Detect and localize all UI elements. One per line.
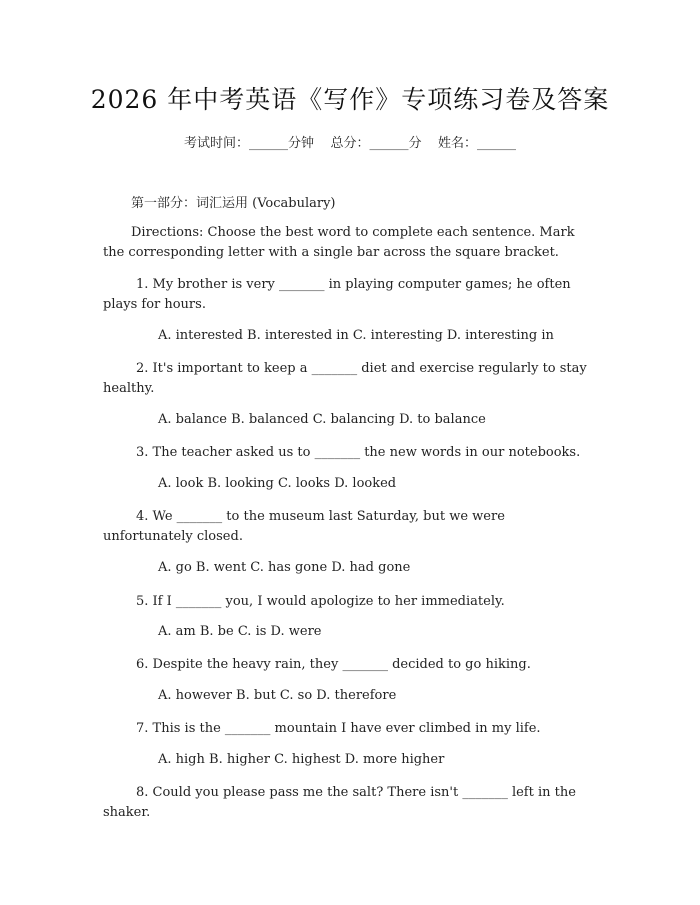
question-6-options: A. however B. but C. so D. therefore (158, 688, 397, 703)
question-4: 4. We _______ to the museum last Saturday, but we were unfortunately closed. (103, 509, 505, 544)
question-1: 1. My brother is very _______ in playing computer games; he often plays for hours. (103, 277, 571, 312)
question-3: 3. The teacher asked us to _______ the new words in our notebooks. (136, 445, 581, 460)
question-1-options: A. interested B. interested in C. interesting D. interesting in (158, 328, 554, 343)
question-7: 7. This is the _______ mountain I have ever climbed in my life. (136, 721, 541, 736)
exam-meta-line: 考试时间：______分钟 总分：______分 姓名：______ (183, 136, 517, 151)
question-5-options: A. am B. be C. is D. were (158, 624, 322, 639)
question-6: 6. Despite the heavy rain, they _______ decided to go hiking. (136, 657, 531, 672)
section-heading: 第一部分：词汇运用 (Vocabulary) (131, 196, 336, 211)
question-4-options: A. go B. went C. has gone D. had gone (158, 560, 411, 575)
question-3-options: A. look B. looking C. looks D. looked (158, 476, 397, 491)
question-5: 5. If I _______ you, I would apologize to her immediately. (136, 594, 505, 609)
directions-text: Directions: Choose the best word to complete each sentence. Mark the corresponding letter with a single bar across the square bracket. (103, 225, 575, 260)
question-2-options: A. balance B. balanced C. balancing D. to balance (158, 412, 486, 427)
question-7-options: A. high B. higher C. highest D. more higher (158, 752, 445, 767)
question-8: 8. Could you please pass me the salt? There isn't _______ left in the shaker. (103, 785, 576, 820)
page-title: 2026 年中考英语《写作》专项练习卷及答案 (90, 85, 610, 114)
question-2: 2. It's important to keep a _______ diet and exercise regularly to stay healthy. (103, 361, 587, 396)
